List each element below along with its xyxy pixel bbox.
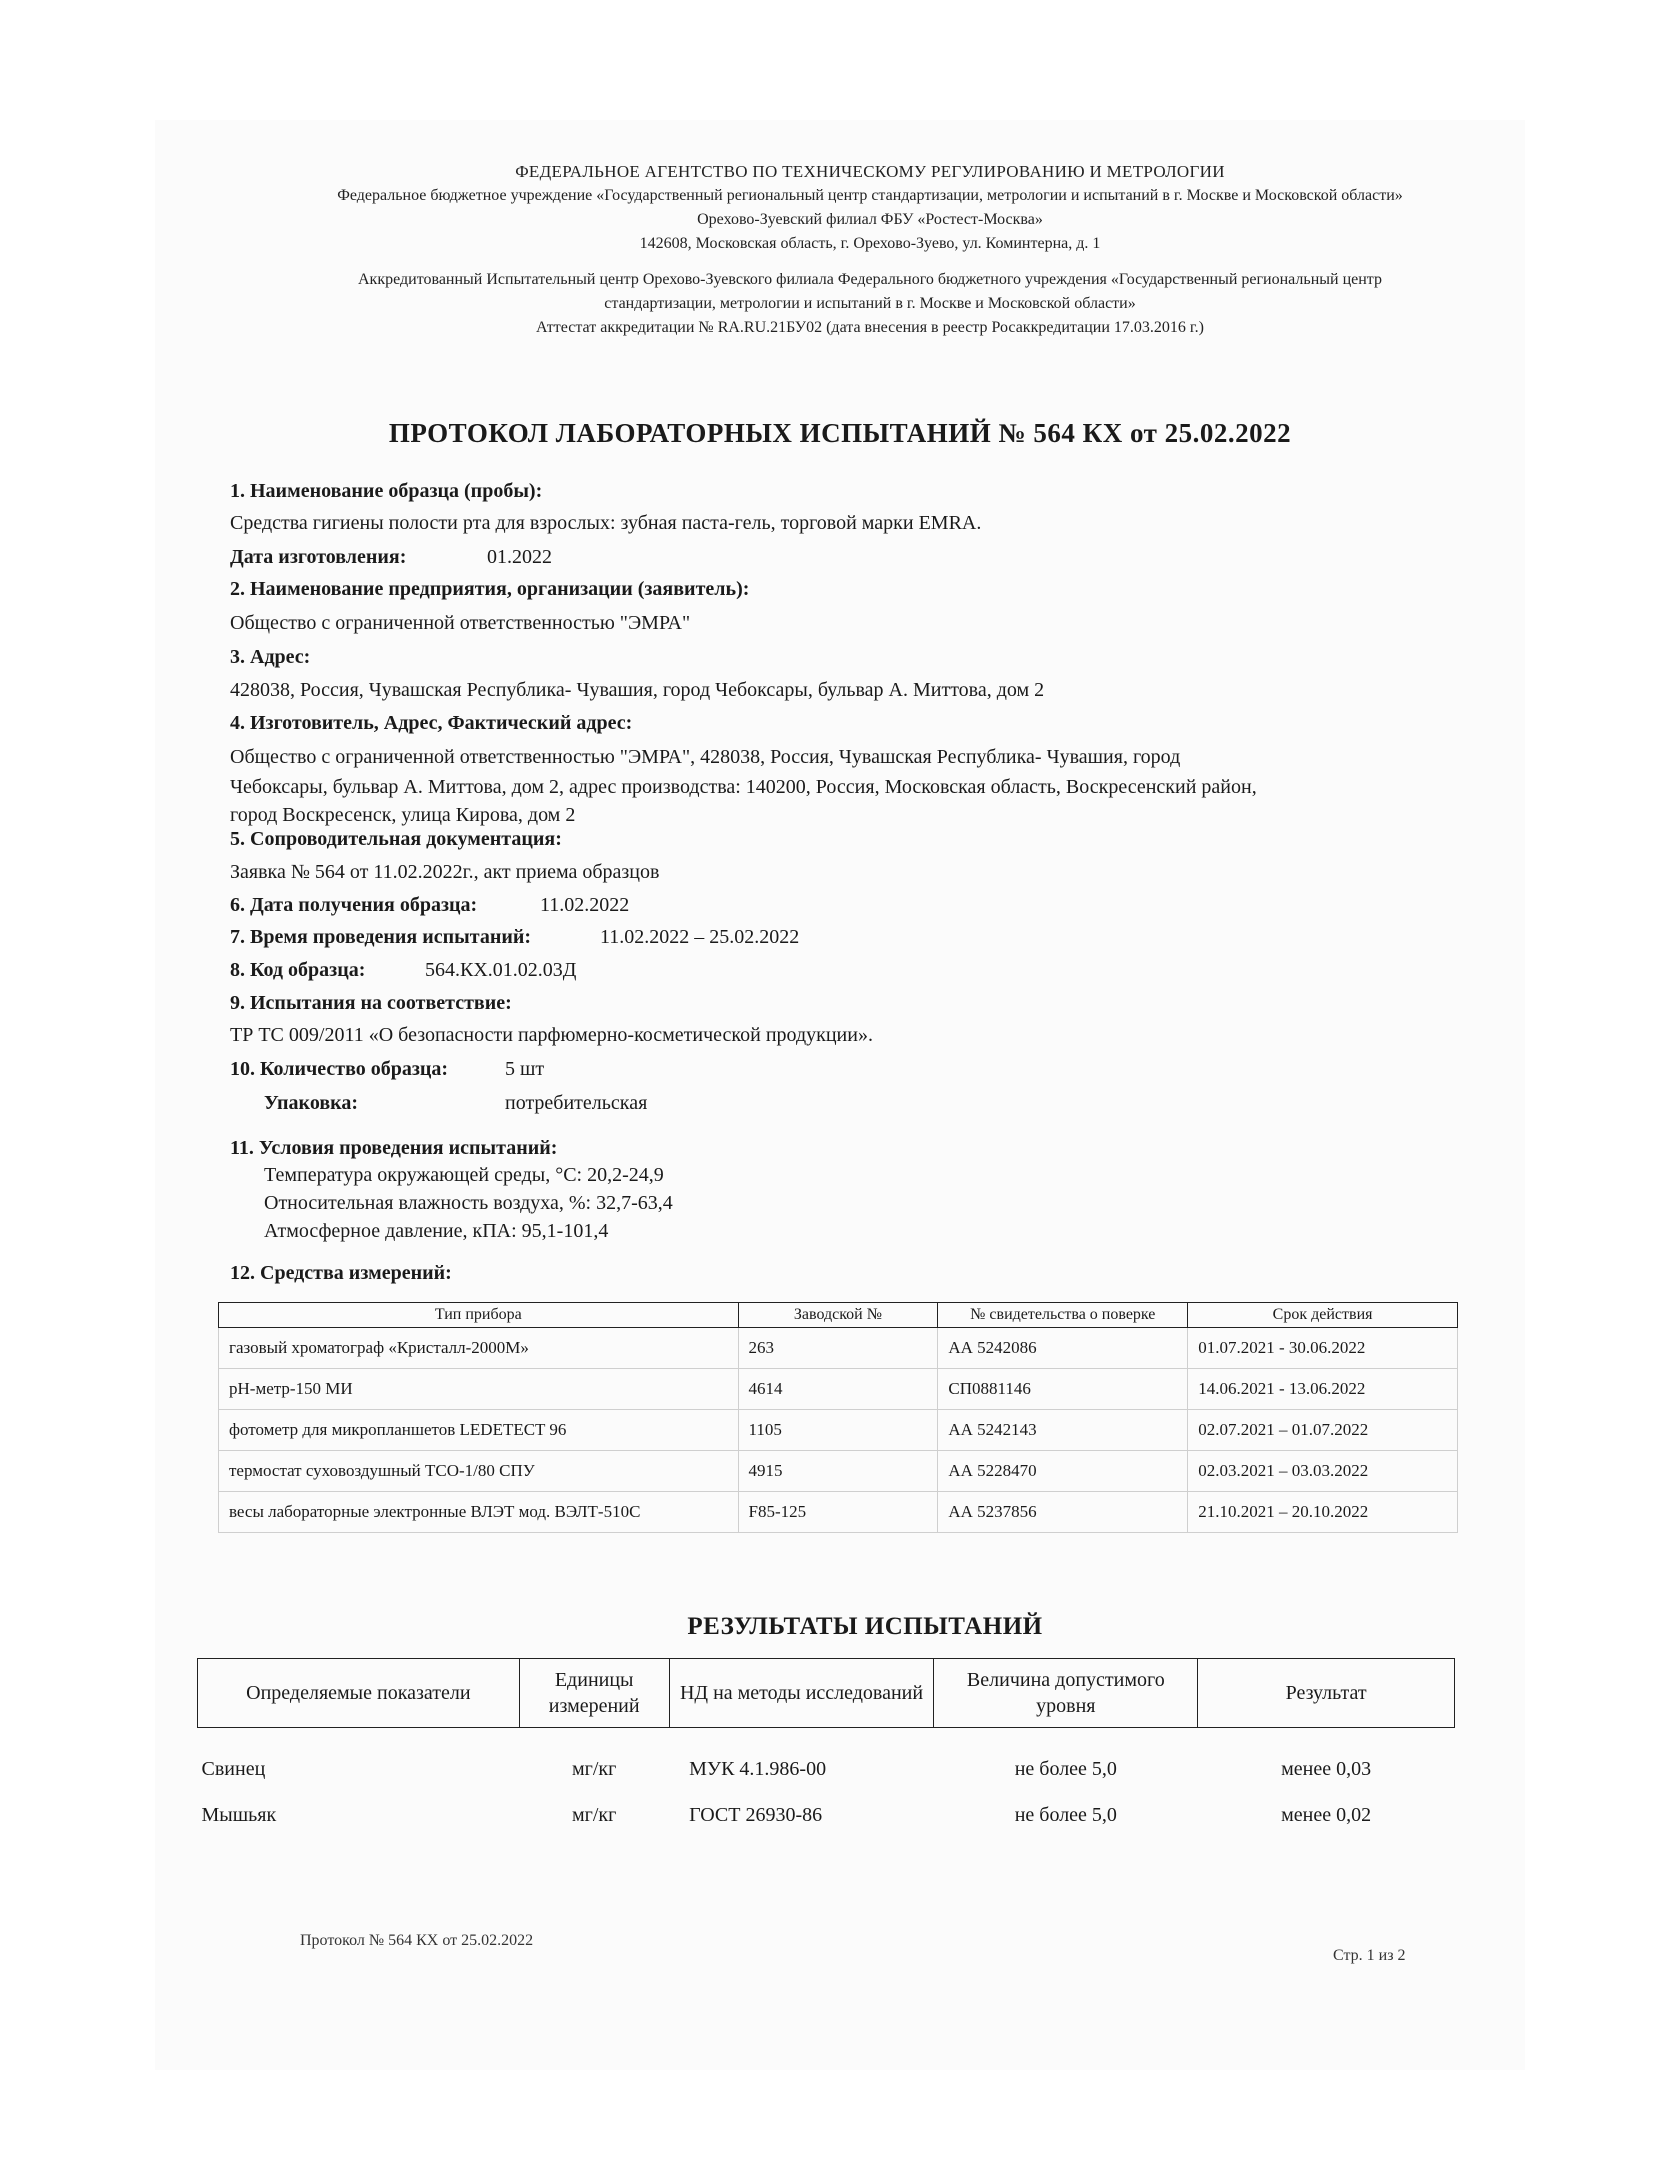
section-2-label: 2. Наименование предприятия, организации (заявитель):: [230, 578, 750, 600]
results-header-row: [198, 1659, 1455, 1728]
section-9-label: 9. Испытания на соответствие:: [230, 992, 512, 1014]
instrument-serial: 4915: [738, 1451, 938, 1492]
instrument-certificate: АА 5242143: [938, 1410, 1188, 1451]
instrument-type: газовый хроматограф «Кристалл-2000М»: [219, 1328, 739, 1369]
section-4-line-1: Общество с ограниченной ответственностью "ЭМРА", 428038, Россия, Чувашская Республика- Чувашия, город: [230, 746, 1181, 768]
instrument-validity: 01.07.2021 - 30.06.2022: [1188, 1328, 1458, 1369]
attestat-line: Аттестат аккредитации № RA.RU.21БУ02 (дата внесения в реестр Росаккредитации 17.03.2016 г.): [536, 319, 1204, 336]
section-7-label: 7. Время проведения испытаний:: [230, 926, 532, 948]
results-col-result: Результат: [1198, 1659, 1455, 1728]
branch-address: 142608, Московская область, г. Орехово-Зуево, ул. Коминтерна, д. 1: [639, 235, 1101, 252]
table-row: [219, 1369, 1458, 1410]
section-1-label: 1. Наименование образца (пробы):: [230, 480, 543, 502]
instrument-type: весы лабораторные электронные ВЛЭТ мод. ВЭЛТ-510С: [219, 1492, 739, 1533]
section-11-temperature: Температура окружающей среды, °С: 20,2-24,9: [264, 1164, 664, 1186]
result-units: мг/кг: [572, 1757, 617, 1780]
table-row: [219, 1410, 1458, 1451]
instrument-certificate: АА 5228470: [938, 1451, 1188, 1492]
table-row: [219, 1492, 1458, 1533]
result-method: ГОСТ 26930-86: [689, 1803, 823, 1826]
instrument-serial: F85-125: [738, 1492, 938, 1533]
table-row: [198, 1792, 1455, 1838]
instrument-serial: 4614: [738, 1369, 938, 1410]
section-6-value: 11.02.2022: [540, 894, 630, 916]
section-4-label: 4. Изготовитель, Адрес, Фактический адрес:: [230, 712, 633, 734]
section-10-label: 10. Количество образца:: [230, 1058, 449, 1080]
results-title: РЕЗУЛЬТАТЫ ИСПЫТАНИЙ: [687, 1613, 1043, 1640]
result-indicator: Свинец: [201, 1757, 266, 1780]
instrument-serial: 1105: [738, 1410, 938, 1451]
section-9-value: ТР ТС 009/2011 «О безопасности парфюмерно-косметической продукции».: [230, 1024, 873, 1046]
page-title: ПРОТОКОЛ ЛАБОРАТОРНЫХ ИСПЫТАНИЙ № 564 КХ от 25.02.2022: [388, 418, 1292, 448]
section-3-value: 428038, Россия, Чувашская Республика- Чувашия, город Чебоксары, бульвар А. Миттова, дом 2: [230, 679, 1045, 701]
table-row: [198, 1746, 1455, 1792]
section-4-line-3: город Воскресенск, улица Кирова, дом 2: [230, 804, 576, 826]
accreditation-block: [255, 268, 1485, 340]
footer-page-number: Стр. 1 из 2: [1333, 1947, 1406, 1964]
result-value: менее 0,03: [1281, 1757, 1372, 1780]
section-2-value: Общество с ограниченной ответственностью "ЭМРА": [230, 612, 691, 634]
result-limit: не более 5,0: [1014, 1757, 1117, 1780]
section-11-pressure: Атмосферное давление, кПА: 95,1-101,4: [264, 1220, 609, 1242]
section-4-line-2: Чебоксары, бульвар А. Миттова, дом 2, адрес производства: 140200, Россия, Московская область, Воскресенский район,: [230, 776, 1257, 798]
accreditation-line-2: стандартизации, метрологии и испытаний в г. Москве и Московской области»: [604, 295, 1136, 312]
results-table: [197, 1658, 1455, 1838]
result-indicator: Мышьяк: [201, 1803, 277, 1826]
section-8-value: 564.КХ.01.02.03Д: [425, 959, 577, 981]
section-12-label: 12. Средства измерений:: [230, 1262, 452, 1284]
results-col-units: Единицы измерений: [519, 1659, 669, 1728]
table-row: [219, 1451, 1458, 1492]
manufacture-date-label: Дата изготовления:: [230, 546, 407, 568]
instrument-serial: 263: [738, 1328, 938, 1369]
packaging-label: Упаковка:: [264, 1092, 359, 1114]
instrument-validity: 02.03.2021 – 03.03.2022: [1188, 1451, 1458, 1492]
instrument-validity: 21.10.2021 – 20.10.2022: [1188, 1492, 1458, 1533]
footer-protocol: Протокол № 564 КХ от 25.02.2022: [300, 1932, 534, 1949]
results-col-indicator: Определяемые показатели: [198, 1659, 520, 1728]
branch-name: Орехово-Зуевский филиал ФБУ «Ростест-Москва»: [697, 211, 1043, 228]
result-method: МУК 4.1.986-00: [689, 1757, 827, 1780]
instruments-col-serial: Заводской №: [738, 1303, 938, 1328]
results-col-method: НД на методы исследований: [669, 1659, 934, 1728]
instruments-table: [218, 1302, 1458, 1533]
instruments-col-type: Тип прибора: [219, 1303, 739, 1328]
instruments-col-validity: Срок действия: [1188, 1303, 1458, 1328]
section-6-label: 6. Дата получения образца:: [230, 894, 478, 916]
instrument-certificate: СП0881146: [938, 1369, 1188, 1410]
results-col-limit: Величина допустимого уровня: [934, 1659, 1198, 1728]
section-10-value: 5 шт: [505, 1058, 545, 1080]
instrument-type: pH-метр-150 МИ: [219, 1369, 739, 1410]
manufacture-date-value: 01.2022: [487, 546, 552, 568]
section-11-humidity: Относительная влажность воздуха, %: 32,7-63,4: [264, 1192, 673, 1214]
institution-name: Федеральное бюджетное учреждение «Государственный региональный центр стандартизации, метрологии и испытаний в г. Москве и Московской области»: [337, 187, 1403, 204]
instrument-type: термостат суховоздушный ТСО-1/80 СПУ: [219, 1451, 739, 1492]
section-1-value: Средства гигиены полости рта для взрослых: зубная паста-гель, торговой марки EMRA.: [230, 512, 982, 534]
instrument-validity: 02.07.2021 – 01.07.2022: [1188, 1410, 1458, 1451]
instrument-type: фотометр для микропланшетов LEDETECT 96: [219, 1410, 739, 1451]
table-row: [219, 1328, 1458, 1369]
result-units: мг/кг: [572, 1803, 617, 1826]
section-11-label: 11. Условия проведения испытаний:: [230, 1137, 558, 1159]
section-3-label: 3. Адрес:: [230, 646, 311, 668]
result-value: менее 0,02: [1281, 1803, 1372, 1826]
document-header: [230, 160, 1510, 256]
result-limit: не более 5,0: [1014, 1803, 1117, 1826]
instruments-header-row: [219, 1303, 1458, 1328]
section-8-label: 8. Код образца:: [230, 959, 366, 981]
agency-name: ФЕДЕРАЛЬНОЕ АГЕНТСТВО ПО ТЕХНИЧЕСКОМУ РЕГУЛИРОВАНИЮ И МЕТРОЛОГИИ: [515, 162, 1225, 181]
instrument-certificate: АА 5242086: [938, 1328, 1188, 1369]
packaging-value: потребительская: [505, 1092, 648, 1114]
section-5-value: Заявка № 564 от 11.02.2022г., акт приема образцов: [230, 861, 660, 883]
instrument-validity: 14.06.2021 - 13.06.2022: [1188, 1369, 1458, 1410]
instrument-certificate: АА 5237856: [938, 1492, 1188, 1533]
section-5-label: 5. Сопроводительная документация:: [230, 828, 562, 850]
instruments-col-certificate: № свидетельства о поверке: [938, 1303, 1188, 1328]
accreditation-line-1: Аккредитованный Испытательный центр Орехово-Зуевского филиала Федерального бюджетного учреждения «Государственный региональный центр: [358, 271, 1382, 288]
section-7-value: 11.02.2022 – 25.02.2022: [600, 926, 800, 948]
